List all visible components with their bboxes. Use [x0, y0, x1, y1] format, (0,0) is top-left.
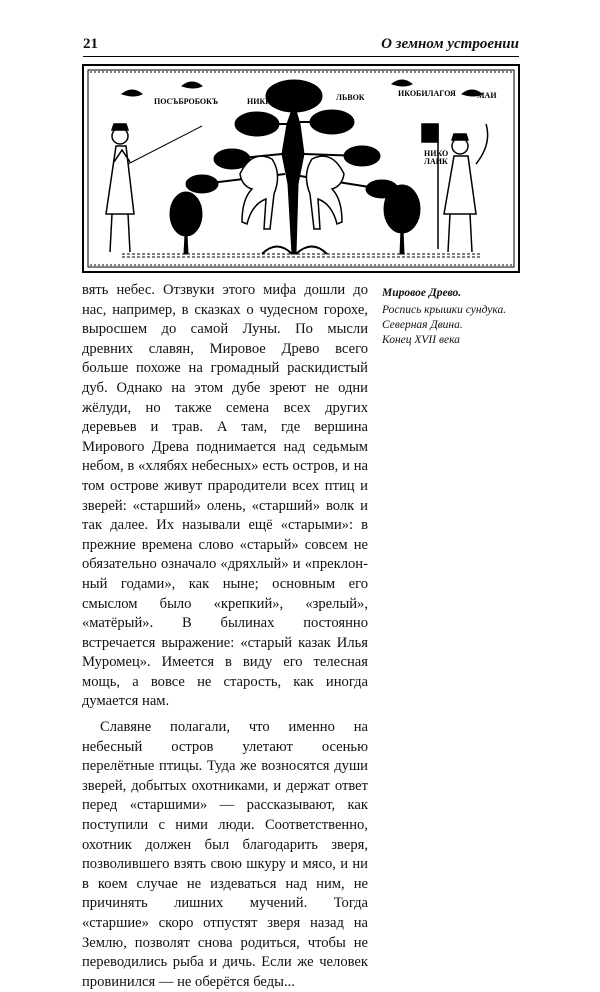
page-number: 21: [83, 36, 98, 52]
illustration-label: НИКЮ: [247, 97, 275, 106]
body-text: [82, 281, 368, 992]
caption-line: Роспись крышки сундука.: [382, 304, 507, 316]
illustration-label: ЛАИК: [424, 157, 448, 166]
caption-line: Северная Двина.: [382, 319, 463, 331]
caption-line: Конец XVII века: [382, 334, 460, 346]
running-title: О земном устроении: [381, 36, 519, 52]
paragraph: Славяне полагали, что именно на небесный остров улетают осенью перелётные птицы. Туда же возносятся души зверей, добытых охотниками, и держат ответ перед «старшими» — рассказывают, как поступили с ними люди. Соответственно, охотник должен был благодарить зверя, позволившего взять свою шкуру и мясо, и ни в коем случае не издеваться над ним, не причинять лишних мучений. Тогда «старшие» скоро отпустят зверя назад на Землю, позволят снова родиться, чтобы не переводились рыба и дичь. Если же человек провинился — не оберётся беды...: [82, 719, 368, 990]
world-tree-illustration: [82, 64, 520, 273]
paragraph: вять небес. Отзвуки этого мифа дошли до нас, например, в сказках о чудесном горохе, выросшем до самой Луны. По мысли древних славян, Мировое Древо всего больше похоже на громадный раскидистый дуб. Однако на этом дубе зреют не одни жёлуди, но также семена всех других деревьев и трав. А там, где вершина Мирового Древа поднимается над седьмым небом, в «хлябях небесных» есть остров, и на том острове живут прародители всех птиц и зверей: «старший» олень, «старший» волк и так далее. Их называли ещё «старыми»: в прежние времена слово «старый» совсем не обязательно означало «дряхлый» и «преклонный годами», как ныне; основным его смыслом было «крепкий», «зрелый», «матёрый». В былинах постоянно встречается выражение: «старый казак Илья Муромец». Имеется в виду его телесная мощь, а вовсе не старость, как иногда думается нам.: [82, 282, 368, 710]
figure-caption: [382, 286, 522, 348]
illustration-label: ЛЬВОК: [336, 93, 365, 102]
illustration-label: МАИ: [477, 91, 497, 100]
caption-title: Мировое Древо.: [382, 287, 462, 299]
illustration-label: НИКО: [424, 149, 449, 158]
illustration-label: ПОСЪБРОБОКЪ: [154, 97, 219, 106]
page-header: [83, 34, 519, 58]
illustration-label: ИКОБИЛАГОЯ: [398, 89, 456, 98]
header-rule: [83, 56, 519, 57]
